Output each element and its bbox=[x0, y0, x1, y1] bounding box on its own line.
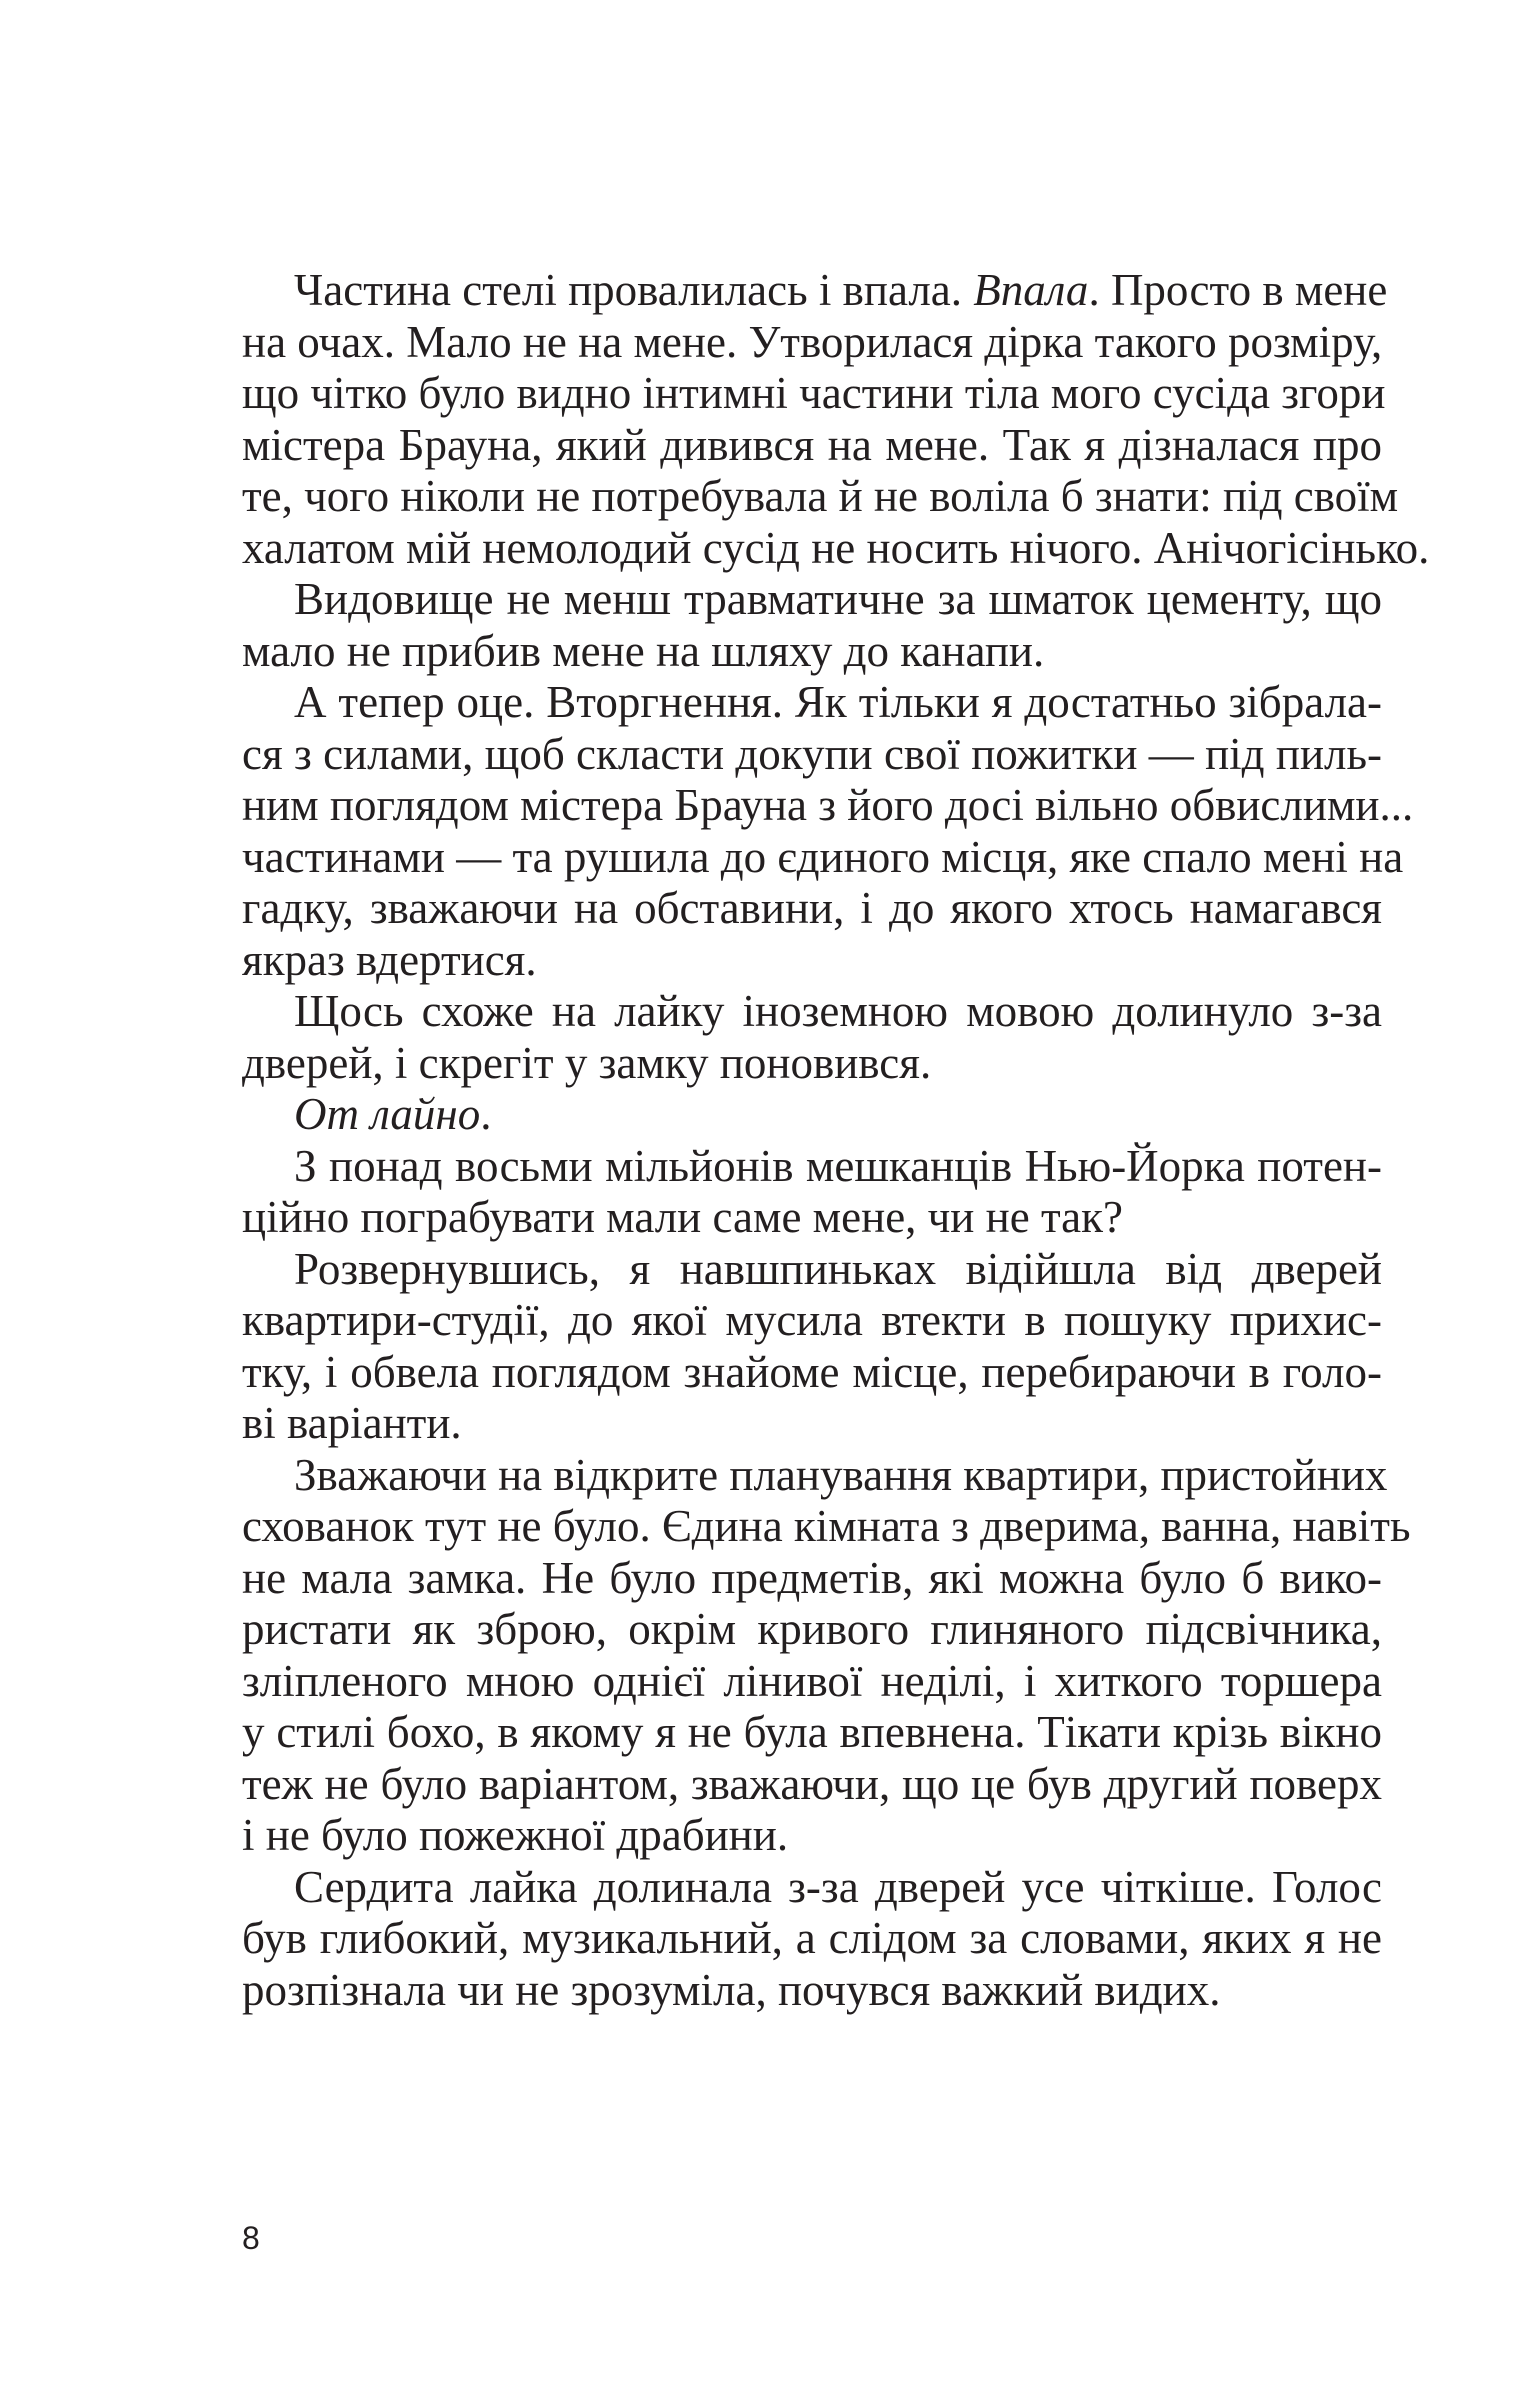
text-line bbox=[242, 1038, 1382, 1090]
paragraph bbox=[242, 1141, 1382, 1244]
text-line bbox=[242, 1810, 1382, 1862]
text-line bbox=[242, 1965, 1382, 2017]
text-run: Видовище не менш травматичне за шматок цементу, що bbox=[294, 574, 1382, 624]
italic-text: От лайно bbox=[294, 1089, 481, 1139]
text-run: ним поглядом містера Брауна з його досі вільно обвислими... bbox=[242, 780, 1414, 830]
text-run: схованок тут не було. Єдина кімната з дверима, ванна, навіть bbox=[242, 1501, 1411, 1551]
text-line bbox=[242, 729, 1382, 781]
paragraph bbox=[242, 1862, 1382, 2017]
text-line bbox=[242, 368, 1386, 420]
text-line bbox=[242, 1862, 1382, 1914]
text-run: на очах. Мало не на мене. Утворилася дірка такого розміру, bbox=[242, 316, 1383, 367]
text-run: і не було пожежної драбини. bbox=[242, 1810, 789, 1860]
text-line bbox=[242, 1449, 1388, 1502]
text-run: Сердита лайка долинала з-за дверей усе чіткіше. Голос bbox=[294, 1861, 1382, 1912]
text-line bbox=[242, 265, 1388, 317]
text-run: якраз вдертися. bbox=[242, 934, 537, 985]
text-run: був глибокий, музикальний, а слідом за словами, яких я не bbox=[242, 1913, 1382, 1963]
text-line bbox=[242, 1501, 1411, 1553]
text-line bbox=[242, 1759, 1382, 1811]
text-run: дверей, і скрегіт у замку поновився. bbox=[242, 1037, 932, 1088]
text-line bbox=[242, 574, 1382, 626]
text-line bbox=[242, 420, 1382, 472]
text-run: Розвернувшись, я навшпиньках відійшла від дверей bbox=[294, 1243, 1382, 1294]
text-line bbox=[242, 1398, 1382, 1450]
text-run: містера Брауна, який дивився на мене. Так я дізналася про bbox=[242, 419, 1382, 470]
text-run: . bbox=[480, 1089, 492, 1139]
paragraph bbox=[242, 1089, 1382, 1141]
text-run: розпізнала чи не зрозуміла, почувся важкий видих. bbox=[242, 1964, 1221, 2015]
text-run: . Просто в мене bbox=[1088, 265, 1388, 315]
text-line bbox=[242, 1913, 1382, 1965]
italic-text: Впала bbox=[973, 265, 1089, 315]
body-text bbox=[242, 265, 1430, 2016]
text-run: ристати як зброю, окрім кривого глиняного підсвічника, bbox=[242, 1604, 1382, 1654]
text-line bbox=[242, 1707, 1382, 1759]
page-number: 8 bbox=[242, 2220, 260, 2256]
text-line bbox=[242, 986, 1382, 1038]
text-run: Зважаючи на відкрите планування квартири, пристойних bbox=[294, 1449, 1388, 1500]
text-run: халатом мій немолодий сусід не носить нічого. Анічогісінько. bbox=[242, 522, 1430, 573]
text-line bbox=[242, 677, 1382, 729]
text-run: тку, і обвела поглядом знайоме місце, перебираючи в голо- bbox=[242, 1346, 1382, 1397]
text-line bbox=[242, 1347, 1382, 1399]
text-run: зліпленого мною однієї лінивої неділі, і хиткого торшера bbox=[242, 1655, 1382, 1706]
text-line bbox=[242, 626, 1382, 678]
text-line bbox=[242, 883, 1382, 935]
text-run: гадку, зважаючи на обставини, і до якого хтось намагався bbox=[242, 883, 1382, 933]
text-run: А тепер оце. Вторгнення. Як тільки я достатньо зібрала- bbox=[294, 677, 1382, 727]
text-run: квартири-студії, до якої мусила втекти в пошуку прихис- bbox=[242, 1295, 1382, 1345]
text-run: ся з силами, щоб скласти докупи свої пожитки — під пиль- bbox=[242, 728, 1382, 779]
text-run: ційно пограбувати мали саме мене, чи не так? bbox=[242, 1192, 1123, 1242]
text-run: що чітко було видно інтимні частини тіла мого сусіда згори bbox=[242, 368, 1386, 418]
paragraph bbox=[242, 986, 1382, 1089]
text-line bbox=[242, 471, 1399, 523]
text-run: Щось схоже на лайку іноземною мовою долинуло з-за bbox=[294, 986, 1382, 1036]
text-line bbox=[242, 1141, 1382, 1193]
text-run: мало не прибив мене на шляху до канапи. bbox=[242, 625, 1045, 676]
text-line bbox=[242, 780, 1414, 832]
paragraph bbox=[242, 677, 1414, 986]
text-line bbox=[242, 1089, 1382, 1141]
text-line bbox=[242, 1192, 1382, 1244]
text-line bbox=[242, 1244, 1382, 1296]
paragraph bbox=[242, 1244, 1382, 1450]
paragraph bbox=[242, 265, 1430, 574]
text-line bbox=[242, 831, 1404, 884]
text-line bbox=[242, 1553, 1382, 1605]
text-run: З понад восьми мільйонів мешканців Нью-Йорка потен- bbox=[294, 1140, 1382, 1191]
text-run: у стилі бохо, в якому я не була впевнена. Тікати крізь вікно bbox=[242, 1707, 1382, 1757]
text-line bbox=[242, 522, 1430, 575]
text-line bbox=[242, 1295, 1382, 1347]
text-run: Частина стелі провалилась і впала. bbox=[294, 265, 974, 315]
text-run: не мала замка. Не було предметів, які можна було б вико- bbox=[242, 1552, 1382, 1603]
text-run: те, чого ніколи не потребувала й не воліла б знати: під своїм bbox=[242, 471, 1399, 521]
text-line bbox=[242, 1604, 1382, 1656]
paragraph bbox=[242, 574, 1382, 677]
text-run: теж не було варіантом, зважаючи, що це був другий поверх bbox=[242, 1758, 1382, 1809]
paragraph bbox=[242, 1449, 1411, 1862]
text-line bbox=[242, 935, 1382, 987]
text-line bbox=[242, 1656, 1382, 1708]
text-run: частинами — та рушила до єдиного місця, яке спало мені на bbox=[242, 831, 1404, 882]
text-line bbox=[242, 317, 1382, 369]
text-run: ві варіанти. bbox=[242, 1398, 462, 1448]
